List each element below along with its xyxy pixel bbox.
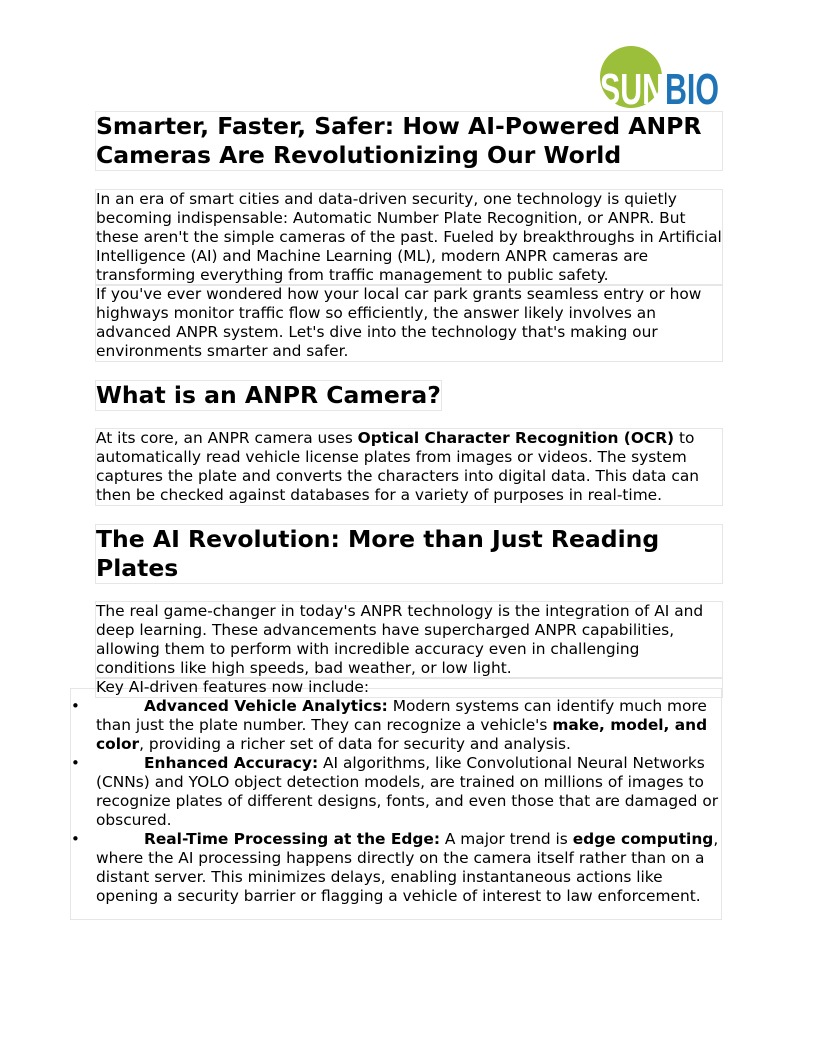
feature-bold-text: edge computing xyxy=(572,830,714,848)
sunbio-logo xyxy=(599,46,721,108)
anpr-definition-paragraph xyxy=(96,429,722,505)
article xyxy=(71,112,722,906)
ocr-term: Optical Character Recognition (OCR) xyxy=(357,429,675,447)
bullet-icon: • xyxy=(71,697,80,715)
feature-list xyxy=(71,697,722,906)
section-heading-ai-revolution: The AI Revolution: More than Just Reading Plates xyxy=(96,525,722,583)
feature-text-end: , where the AI processing happens directly on the camera itself rather than on a distant server. This minimizes delays, enabling instantaneous actions like opening a security barrier or flagging a vehicle of interest to law enforcement. xyxy=(96,830,719,905)
feature-title: Real-Time Processing at the Edge: xyxy=(144,830,440,848)
intro-paragraph-2: If you've ever wondered how your local car park grants seamless entry or how highways monitor traffic flow so efficiently, the answer likely involves an advanced ANPR system. Let's dive into the technology that's making our environments smarter and safer. xyxy=(96,285,722,361)
intro-paragraph-1: In an era of smart cities and data-driven security, one technology is quietly becoming indispensable: Automatic Number Plate Recognition, or ANPR. But these aren't the simple cameras of the past. Fueled by breakthroughs in Artificial Intelligence (AI) and Machine Learning (ML), modern ANPR cameras are transforming everything from traffic management to public safety. xyxy=(96,190,722,284)
feature-text: A major trend is xyxy=(439,830,573,848)
anpr-text-after: to automatically read vehicle license plates from images or videos. The system captures the plate and converts the characters into digital data. This data can then be checked against databases for a variety of purposes in real-time. xyxy=(96,429,700,504)
section-heading-anpr: What is an ANPR Camera? xyxy=(96,381,441,409)
page-title: Smarter, Faster, Safer: How AI-Powered ANPR Cameras Are Revolutionizing Our World xyxy=(96,112,722,170)
ai-intro-paragraph: The real game-changer in today's ANPR technology is the integration of AI and deep learning. These advancements have supercharged ANPR capabilities, allowing them to perform with incredible accuracy even in challenging conditions like high speeds, bad weather, or low light. xyxy=(96,602,722,678)
list-item xyxy=(71,830,722,906)
feature-text-end: , providing a richer set of data for security and analysis. xyxy=(139,735,571,753)
list-item xyxy=(71,697,722,754)
list-item xyxy=(71,754,722,830)
bullet-icon: • xyxy=(71,754,80,772)
feature-text: AI algorithms, like Convolutional Neural Networks (CNNs) and YOLO object detection models, are trained on millions of images to recognize plates of different designs, fonts, and even those that are damaged or obscured. xyxy=(96,754,719,829)
anpr-text-before: At its core, an ANPR camera uses xyxy=(96,429,358,447)
feature-bold-text: make, model, and color xyxy=(96,716,708,753)
features-lead-in: Key AI-driven features now include: xyxy=(96,678,722,697)
feature-title: Advanced Vehicle Analytics: xyxy=(144,697,388,715)
feature-text: Modern systems can identify much more than just the plate number. They can recognize a vehicle's xyxy=(96,697,707,734)
logo-sun-text: SUN xyxy=(600,65,664,108)
feature-title: Enhanced Accuracy: xyxy=(144,754,319,772)
logo-bio-text: BIO xyxy=(665,65,719,108)
bullet-icon: • xyxy=(71,830,80,848)
